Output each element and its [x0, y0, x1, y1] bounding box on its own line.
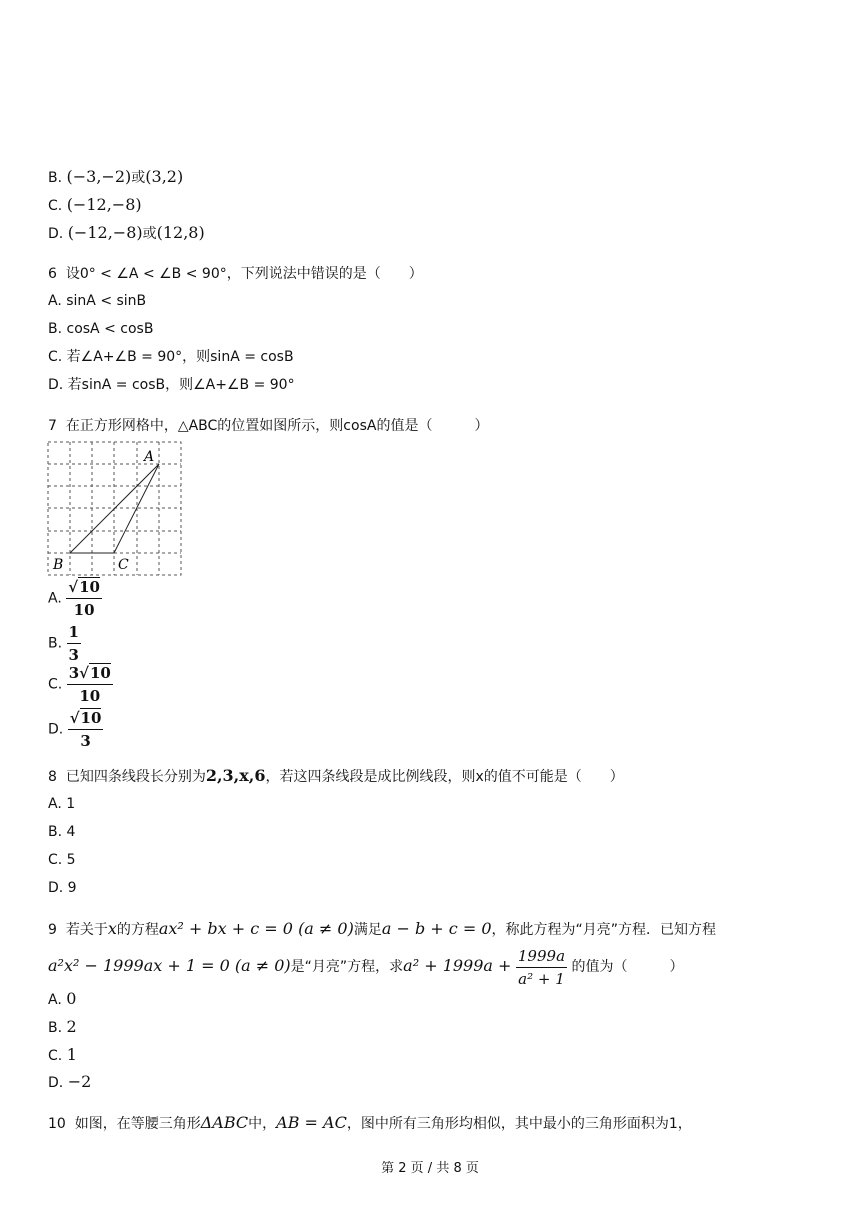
vertex-label-a: A [144, 449, 155, 465]
q5-option-d: D. (−12,−8)或(12,8) [48, 223, 205, 242]
q9-stem-line1: 9 若关于x的方程ax² + bx + c = 0 (a ≠ 0)满足a − b + c = 0，称此方程为“月亮”方程．已知方程 [48, 919, 717, 938]
q7-option-c: C. $\frac{3√10}{10}$ [48, 664, 111, 705]
q7-option-d: D. $\frac{√10}{3}$ [48, 709, 102, 750]
q8-option-d: D. 9 [48, 880, 77, 896]
q6-option-a: A. sinA < sinB [48, 293, 147, 309]
q6-option-d: D. 若sinA = cosB，则∠A+∠B = 90° [48, 377, 295, 393]
page-footer: 第 2 页 / 共 8 页 [381, 1161, 479, 1176]
q7-option-a: A. $\frac{√10}{10}$ [48, 578, 100, 619]
q6-stem: 6 设0° < ∠A < ∠B < 90°，下列说法中错误的是（ ） [48, 266, 423, 282]
q8-option-a: A. 1 [48, 796, 76, 812]
vertex-label-b: B [53, 557, 64, 573]
q5-option-b: B. (−3,−2)或(3,2) [48, 167, 184, 186]
q8-option-c: C. 5 [48, 852, 76, 868]
q7-option-b: B. $\frac{1}{3}$ [48, 623, 79, 664]
q8-option-b: B. 4 [48, 824, 76, 840]
q10-stem: 10 如图，在等腰三角形ΔABC中，AB = AC，图中所有三角形均相似，其中最小的三角形面积为1， [48, 1113, 692, 1132]
q9-option-b: B. 2 [48, 1017, 77, 1036]
q9-option-a: A. 0 [48, 989, 77, 1008]
q8-stem: 8 已知四条线段长分别为2,3,x,6，若这四条线段是成比例线段，则x的值不可能是（ ） [48, 766, 624, 785]
q5-option-c: C. (−12,−8) [48, 195, 142, 214]
q9-option-d: D. −2 [48, 1072, 92, 1091]
q7-stem: 7 在正方形网格中，△ABC的位置如图所示，则cosA的值是（ ） [48, 418, 489, 434]
q9-stem-line2: a²x² − 1999ax + 1 = 0 (a ≠ 0)是“月亮”方程，求a² + 1999a + $\frac{1999a}{\text{a² + 1}}$ 的值为（ ） [48, 946, 684, 988]
q7-grid-figure [47, 441, 183, 577]
q6-option-c: C. 若∠A+∠B = 90°，则sinA = cosB [48, 349, 294, 365]
q9-option-c: C. 1 [48, 1045, 77, 1064]
q6-option-b: B. cosA < cosB [48, 321, 154, 337]
vertex-label-c: C [118, 557, 129, 573]
